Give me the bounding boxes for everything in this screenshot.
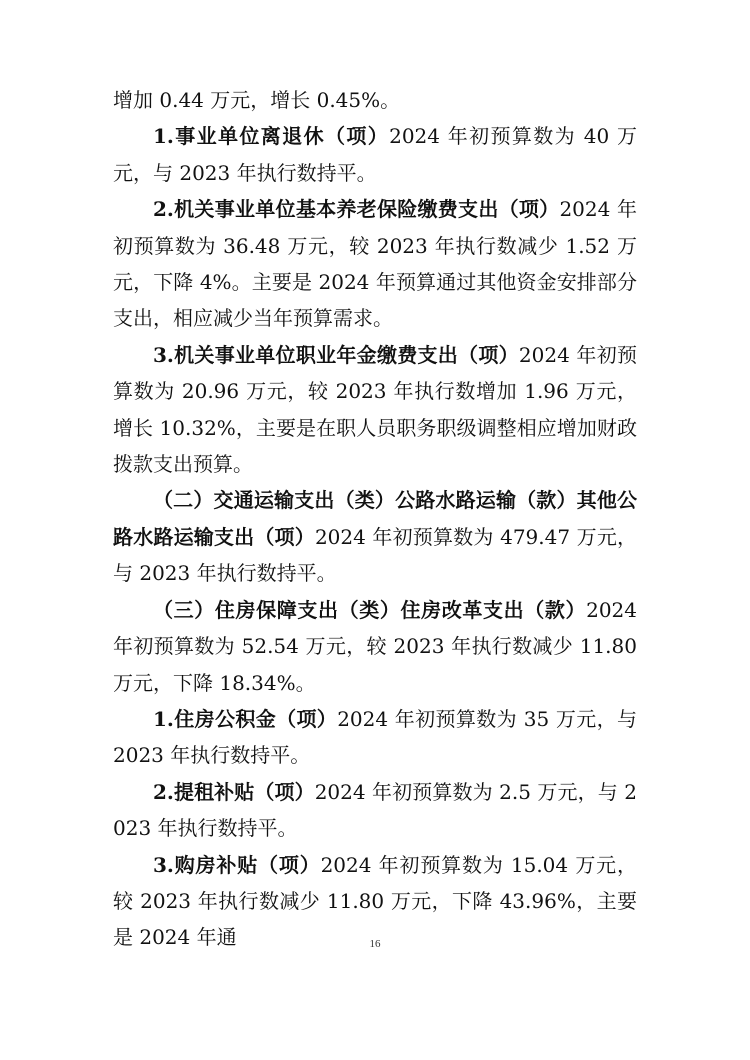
- paragraph-heading: （三）住房保障支出（类）住房改革支出（款）: [153, 597, 587, 622]
- paragraph-1: [113, 82, 637, 118]
- paragraph-text: 2024 年初预算数为 35 万元，与 2023 年执行数持平。: [113, 706, 638, 768]
- document-page: [113, 82, 637, 956]
- paragraph-text: 2024 年初预算数为 52.54 万元，较 2023 年执行数减少 11.80 万元，下降 18.34%。: [113, 597, 637, 695]
- paragraph-heading: 1.住房公积金（项）: [153, 706, 338, 731]
- paragraph-text: 增加 0.44 万元，增长 0.45%。: [113, 88, 401, 112]
- paragraph-8: [113, 774, 637, 847]
- paragraph-heading: 3.购房补贴（项）: [153, 852, 321, 877]
- paragraph-text: 2024 年初预算数为 15.04 万元，较 2023 年执行数减少 11.80 万元，下降 43.96%，主要是 2024 年通: [113, 852, 637, 950]
- paragraph-text: 2024 年初预算数为 20.96 万元，较 2023 年执行数增加 1.96 万元，增长 10.32%，主要是在职人员职务职级调整相应增加财政拨款支出预算。: [113, 342, 637, 477]
- page-number: 16: [369, 938, 381, 950]
- paragraph-heading: 2.机关事业单位基本养老保险缴费支出（项）: [153, 197, 560, 222]
- paragraph-heading: 2.提租补贴（项）: [153, 779, 315, 804]
- paragraph-text: 2024 年初预算数为 2.5 万元，与 2023 年执行数持平。: [113, 779, 637, 841]
- paragraph-text: 2024 年初预算数为 40 万元，与 2023 年执行数持平。: [113, 124, 637, 185]
- paragraph-5: [113, 482, 637, 591]
- paragraph-text: 2024 年初预算数为 479.47 万元，与 2023 年执行数持平。: [113, 524, 638, 586]
- paragraph-7: [113, 701, 637, 774]
- paragraph-4: [113, 337, 637, 483]
- paragraph-6: [113, 592, 637, 701]
- paragraph-heading: （二）交通运输支出（类）公路水路运输（款）其他公路水路运输支出（项）: [113, 488, 637, 549]
- paragraph-text: 2024 年初预算数为 36.48 万元，较 2023 年执行数减少 1.52 万元，下降 4%。主要是 2024 年预算通过其他资金安排部分支出，相应减少当年预算需求。: [113, 197, 637, 331]
- paragraph-3: [113, 191, 637, 337]
- paragraph-2: [113, 118, 637, 191]
- paragraph-heading: 1.事业单位离退休（项）: [153, 124, 390, 149]
- paragraph-heading: 3.机关事业单位职业年金缴费支出（项）: [153, 342, 519, 367]
